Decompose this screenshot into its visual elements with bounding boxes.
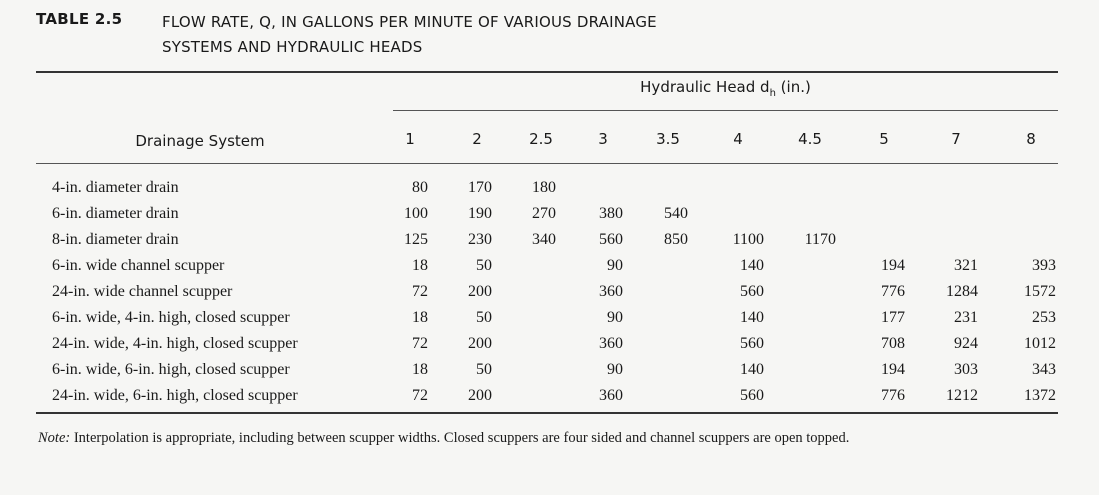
table-cell: 560 (599, 231, 623, 248)
table-cell: 1572 (1024, 283, 1056, 300)
table-cell: 177 (881, 309, 905, 326)
row-label: 24-in. wide, 6-in. high, closed scupper (52, 387, 298, 404)
table-cell: 140 (740, 361, 764, 378)
table-cell: 321 (954, 257, 978, 274)
table-cell: 90 (607, 257, 623, 274)
table-cell: 50 (476, 309, 492, 326)
table-cell: 924 (954, 335, 978, 352)
table-cell: 1284 (946, 283, 978, 300)
table-cell: 1372 (1024, 387, 1056, 404)
row-label: 4-in. diameter drain (52, 179, 179, 196)
table-cell: 194 (881, 257, 905, 274)
table-cell: 125 (404, 231, 428, 248)
table-cell: 200 (468, 283, 492, 300)
table-cell: 560 (740, 387, 764, 404)
row-label: 24-in. wide channel scupper (52, 283, 233, 300)
table-cell: 380 (599, 205, 623, 222)
table-cell: 80 (412, 179, 428, 196)
table-cell: 72 (412, 335, 428, 352)
column-header-2-5: 2.5 (529, 130, 553, 148)
table-cell: 231 (954, 309, 978, 326)
table-title (162, 10, 802, 60)
table-cell: 1212 (946, 387, 978, 404)
row-label: 6-in. diameter drain (52, 205, 179, 222)
column-header-1: 1 (405, 130, 415, 148)
bottom-rule (36, 412, 1058, 414)
table-cell: 180 (532, 179, 556, 196)
table-title-line-2: SYSTEMS AND HYDRAULIC HEADS (162, 38, 423, 56)
table-cell: 90 (607, 309, 623, 326)
group-header-subscript: h (769, 88, 776, 99)
table-cell: 190 (468, 205, 492, 222)
table-cell: 560 (740, 283, 764, 300)
column-header-3-5: 3.5 (656, 130, 680, 148)
table-cell: 776 (881, 387, 905, 404)
column-header-rule (36, 163, 1058, 164)
group-header-rule (393, 110, 1058, 111)
row-label: 6-in. wide, 4-in. high, closed scupper (52, 309, 290, 326)
table-cell: 18 (412, 361, 428, 378)
stub-header: Drainage System (135, 132, 265, 150)
column-header-5: 5 (879, 130, 889, 148)
table-label: TABLE 2.5 (36, 10, 123, 28)
group-header-main: Hydraulic Head d (640, 78, 770, 96)
column-header-7: 7 (951, 130, 961, 148)
row-label: 24-in. wide, 4-in. high, closed scupper (52, 335, 298, 352)
table-cell: 90 (607, 361, 623, 378)
table-cell: 850 (664, 231, 688, 248)
table-cell: 1012 (1024, 335, 1056, 352)
column-header-2: 2 (472, 130, 482, 148)
table-cell: 72 (412, 387, 428, 404)
note-text: Interpolation is appropriate, including between scupper widths. Closed scuppers are four sided and channel scuppers are open topped. (70, 430, 850, 446)
note-label: Note: (38, 430, 71, 446)
group-header-unit: (in.) (775, 78, 811, 96)
table-title-line-1: FLOW RATE, Q, IN GALLONS PER MINUTE OF VARIOUS DRAINAGE (162, 13, 657, 31)
top-rule (36, 71, 1058, 73)
column-header-3: 3 (598, 130, 608, 148)
table-note (38, 428, 1018, 448)
table-cell: 50 (476, 257, 492, 274)
row-label: 8-in. diameter drain (52, 231, 179, 248)
table-cell: 540 (664, 205, 688, 222)
table-cell: 343 (1032, 361, 1056, 378)
table-cell: 50 (476, 361, 492, 378)
table-cell: 560 (740, 335, 764, 352)
table-cell: 140 (740, 257, 764, 274)
table-cell: 18 (412, 309, 428, 326)
table-cell: 72 (412, 283, 428, 300)
table-cell: 18 (412, 257, 428, 274)
table-cell: 360 (599, 387, 623, 404)
table-cell: 170 (468, 179, 492, 196)
table-cell: 340 (532, 231, 556, 248)
column-header-4-5: 4.5 (798, 130, 822, 148)
table-cell: 360 (599, 335, 623, 352)
table-cell: 303 (954, 361, 978, 378)
table-cell: 270 (532, 205, 556, 222)
table-cell: 393 (1032, 257, 1056, 274)
table-cell: 200 (468, 387, 492, 404)
hydraulic-head-header (393, 78, 1058, 99)
table-cell: 1100 (732, 231, 764, 248)
column-header-4: 4 (733, 130, 743, 148)
table-cell: 360 (599, 283, 623, 300)
table-cell: 140 (740, 309, 764, 326)
row-label: 6-in. wide, 6-in. high, closed scupper (52, 361, 290, 378)
table-cell: 194 (881, 361, 905, 378)
column-header-8: 8 (1026, 130, 1036, 148)
table-cell: 253 (1032, 309, 1056, 326)
table-cell: 230 (468, 231, 492, 248)
table-cell: 776 (881, 283, 905, 300)
table-cell: 100 (404, 205, 428, 222)
table-cell: 708 (881, 335, 905, 352)
row-label: 6-in. wide channel scupper (52, 257, 225, 274)
table-cell: 200 (468, 335, 492, 352)
table-cell: 1170 (804, 231, 836, 248)
